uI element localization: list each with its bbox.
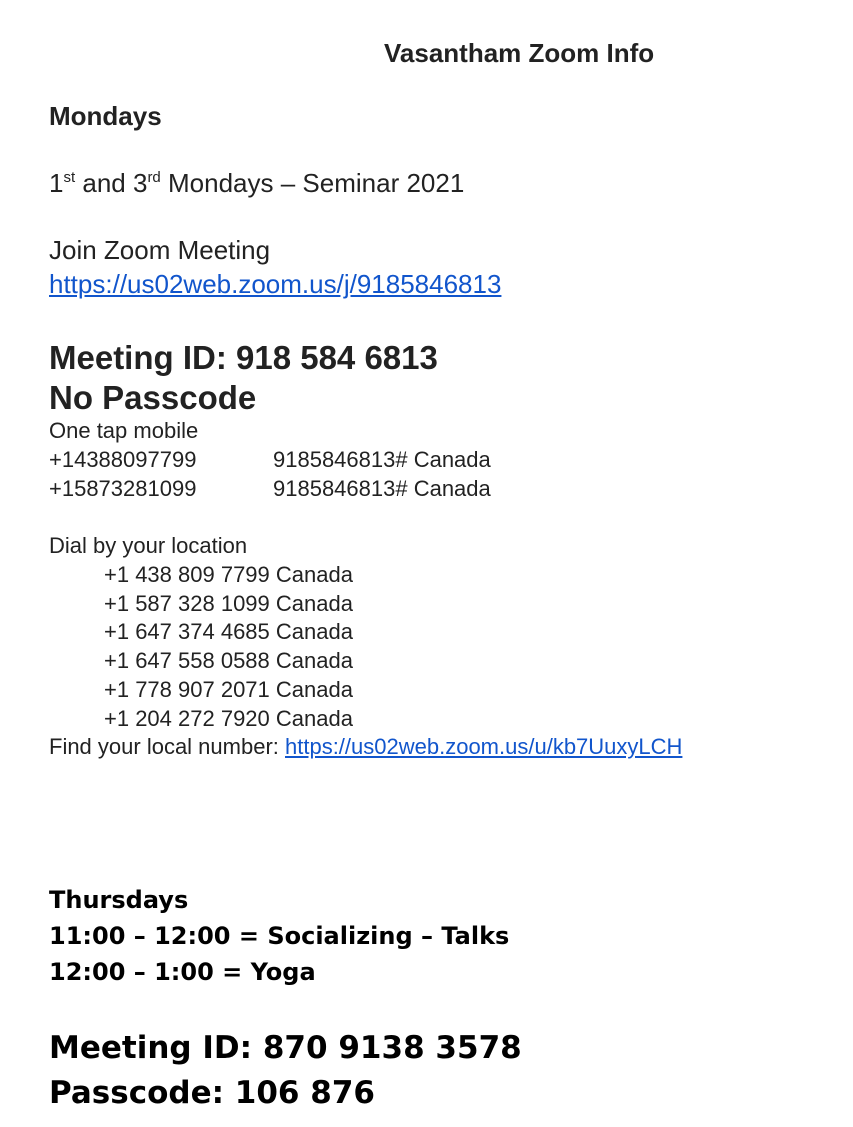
location-number: +1 647 558 0588 Canada	[104, 648, 353, 673]
find-local-link[interactable]: https://us02web.zoom.us/u/kb7UuxyLCH	[285, 734, 683, 759]
seminar-first-num: 1	[49, 168, 64, 198]
one-tap-number: +15873281099	[49, 476, 197, 501]
thursday-passcode: Passcode: 106 876	[49, 1075, 375, 1111]
one-tap-number: +14388097799	[49, 447, 197, 472]
one-tap-label: One tap mobile	[49, 418, 199, 443]
location-number: +1 587 328 1099 Canada	[104, 591, 353, 616]
thursday-meeting-id: Meeting ID: 870 9138 3578	[49, 1030, 522, 1066]
seminar-mid-text: and 3	[75, 168, 148, 198]
seminar-rest: Mondays – Seminar 2021	[160, 168, 465, 198]
one-tap-code: 9185846813# Canada	[273, 476, 491, 501]
location-number: +1 204 272 7920 Canada	[104, 706, 353, 731]
thursdays-heading: Thursdays	[49, 886, 189, 914]
mondays-heading: Mondays	[49, 101, 162, 131]
seminar-line	[49, 168, 464, 199]
monday-meeting-link[interactable]: https://us02web.zoom.us/j/9185846813	[49, 269, 502, 299]
one-tap-code: 9185846813# Canada	[273, 447, 491, 472]
location-number: +1 647 374 4685 Canada	[104, 619, 353, 644]
find-local-number	[49, 734, 682, 760]
find-local-label: Find your local number:	[49, 734, 285, 759]
join-zoom-label: Join Zoom Meeting	[49, 235, 271, 265]
page-title: Vasantham Zoom Info	[384, 38, 655, 68]
location-number: +1 778 907 2071 Canada	[104, 677, 353, 702]
seminar-first-sup: st	[63, 169, 76, 186]
schedule-line: 12:00 – 1:00 = Yoga	[49, 958, 316, 986]
schedule-line: 11:00 – 12:00 = Socializing – Talks	[49, 922, 510, 950]
seminar-third-sup: rd	[147, 169, 161, 186]
location-number: +1 438 809 7799 Canada	[104, 562, 353, 587]
dial-by-location-label: Dial by your location	[49, 533, 248, 558]
monday-passcode: No Passcode	[49, 379, 257, 416]
monday-meeting-id: Meeting ID: 918 584 6813	[49, 339, 438, 376]
